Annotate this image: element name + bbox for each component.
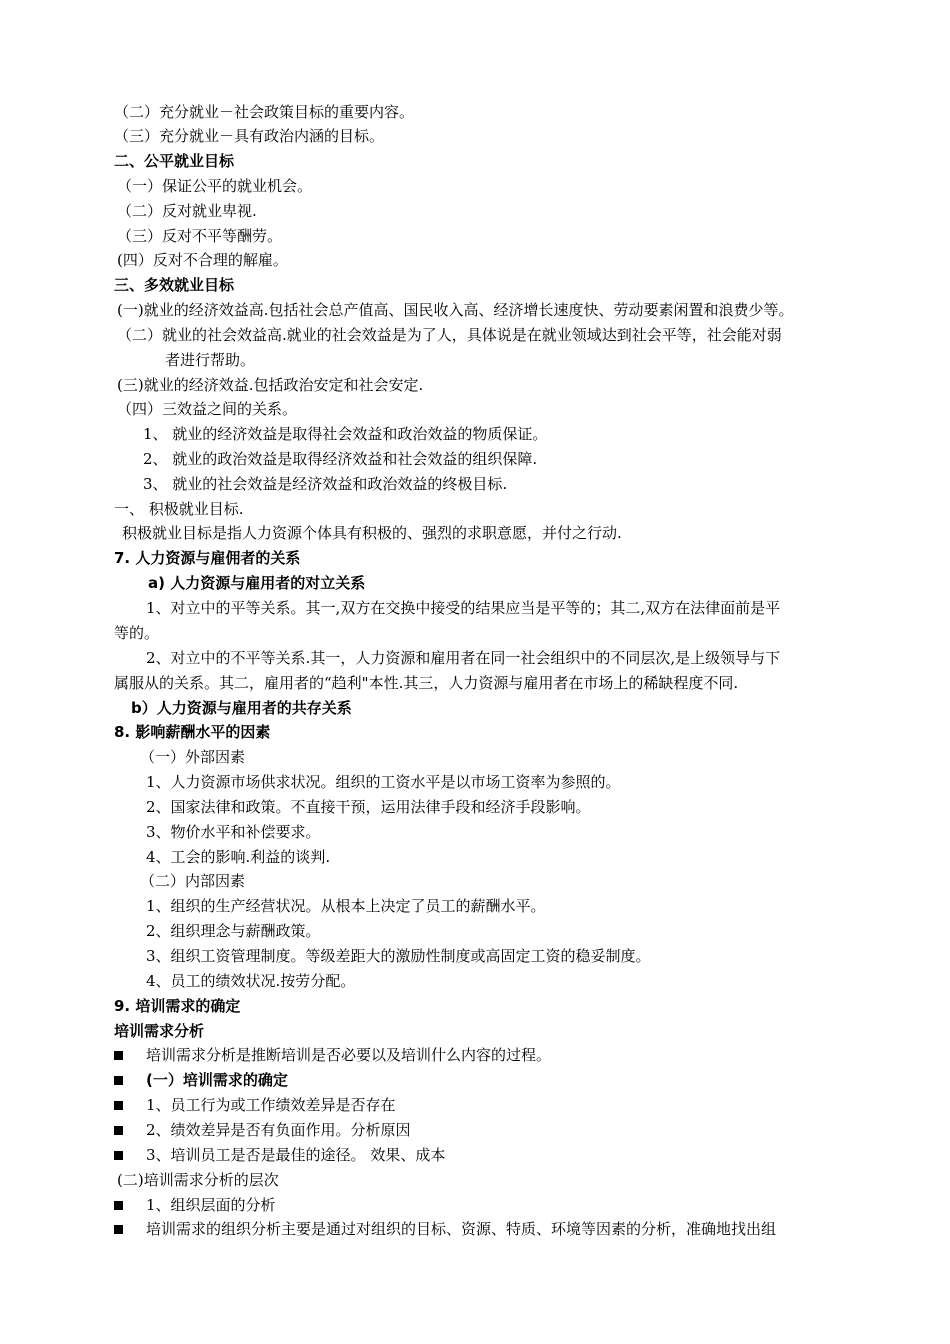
- text-line: 3、 就业的社会效益是经济效益和政治效益的终极目标.: [143, 475, 508, 493]
- list-item: (一）培训需求的确定: [146, 1071, 288, 1089]
- section-heading: 8. 影响薪酬水平的因素: [114, 723, 271, 741]
- text-line: 4、工会的影响.利益的谈判.: [146, 848, 331, 866]
- subsection-heading: 培训需求分析: [114, 1022, 205, 1040]
- list-item: 培训需求的组织分析主要是通过对组织的目标、资源、特质、环境等因素的分析，准确地找出组: [146, 1220, 777, 1238]
- text-line: 2、对立中的不平等关系.其一，人力资源和雇用者在同一社会组织中的不同层次,是上级领导与下: [146, 649, 781, 667]
- text-line: 1、组织的生产经营状况。从根本上决定了员工的薪酬水平。: [146, 897, 546, 915]
- text-line: 1、对立中的平等关系。其一,双方在交换中接受的结果应当是平等的；其二,双方在法律面前是平: [146, 599, 781, 617]
- subsection-heading: b）人力资源与雇用者的共存关系: [131, 699, 352, 717]
- text-line: 者进行帮助。: [165, 351, 256, 369]
- text-line: （四）三效益之间的关系。: [117, 400, 298, 418]
- bullet-square-icon: [114, 1076, 123, 1085]
- list-item: 2、绩效差异是否有负面作用。分析原因: [146, 1121, 411, 1139]
- text-line: (四）反对不合理的解雇。: [117, 251, 288, 269]
- text-line: 2、 就业的政治效益是取得经济效益和社会效益的组织保障.: [143, 450, 538, 468]
- bullet-square-icon: [114, 1126, 123, 1135]
- text-line: （二）就业的社会效益高.就业的社会效益是为了人，具体说是在就业领域达到社会平等，社会能对弱: [117, 326, 782, 344]
- text-line: （一）外部因素: [140, 748, 246, 766]
- text-line: 属服从的关系。其二，雇用者的“趋利"本性.其三，人力资源与雇用者在市场上的稀缺程度不同.: [114, 674, 739, 692]
- bullet-square-icon: [114, 1225, 123, 1234]
- text-line: （二）反对就业卑视.: [117, 202, 257, 220]
- list-item: 3、培训员工是否是最佳的途径。 效果、成本: [146, 1146, 446, 1164]
- list-item: 1、员工行为或工作绩效差异是否存在: [146, 1096, 396, 1114]
- text-line: 1、 就业的经济效益是取得社会效益和政治效益的物质保证。: [143, 425, 548, 443]
- bullet-square-icon: [114, 1151, 123, 1160]
- list-item: 培训需求分析是推断培训是否必要以及培训什么内容的过程。: [146, 1046, 552, 1064]
- text-line: (三)就业的经济效益.包括政治安定和社会安定.: [117, 376, 424, 394]
- text-line: （三）反对不平等酬劳。: [117, 227, 283, 245]
- section-heading: 7. 人力资源与雇佣者的关系: [114, 549, 301, 567]
- text-line: 3、物价水平和补偿要求。: [146, 823, 321, 841]
- text-line: （二）内部因素: [140, 872, 246, 890]
- text-line: 2、组织理念与薪酬政策。: [146, 922, 321, 940]
- text-line: 3、组织工资管理制度。等级差距大的激励性制度或高固定工资的稳妥制度。: [146, 947, 651, 965]
- text-line: (二)培训需求分析的层次: [117, 1171, 279, 1189]
- bullet-square-icon: [114, 1051, 123, 1060]
- text-line: （一）保证公平的就业机会。: [117, 177, 313, 195]
- text-line: 积极就业目标是指人力资源个体具有积极的、强烈的求职意愿，并付之行动.: [122, 524, 622, 542]
- text-line: （三）充分就业－具有政治内涵的目标。: [114, 127, 385, 145]
- list-item: 1、组织层面的分析: [146, 1196, 276, 1214]
- text-line: 一、 积极就业目标.: [114, 500, 244, 518]
- section-heading: 三、多效就业目标: [114, 276, 235, 294]
- text-line: (一)就业的经济效益高.包括社会总产值高、国民收入高、经济增长速度快、劳动要素闲置和浪费少等。: [117, 301, 794, 319]
- section-heading: 二、公平就业目标: [114, 152, 235, 170]
- text-line: 等的。: [114, 624, 160, 642]
- bullet-square-icon: [114, 1101, 123, 1110]
- text-line: 4、员工的绩效状况.按劳分配。: [146, 972, 356, 990]
- text-line: （二）充分就业－社会政策目标的重要内容。: [114, 103, 415, 121]
- text-line: 2、国家法律和政策。不直接干预，运用法律手段和经济手段影响。: [146, 798, 591, 816]
- text-line: 1、人力资源市场供求状况。组织的工资水平是以市场工资率为参照的。: [146, 773, 621, 791]
- subsection-heading: a) 人力资源与雇用者的对立关系: [148, 574, 366, 592]
- bullet-square-icon: [114, 1201, 123, 1210]
- section-heading: 9. 培训需求的确定: [114, 997, 241, 1015]
